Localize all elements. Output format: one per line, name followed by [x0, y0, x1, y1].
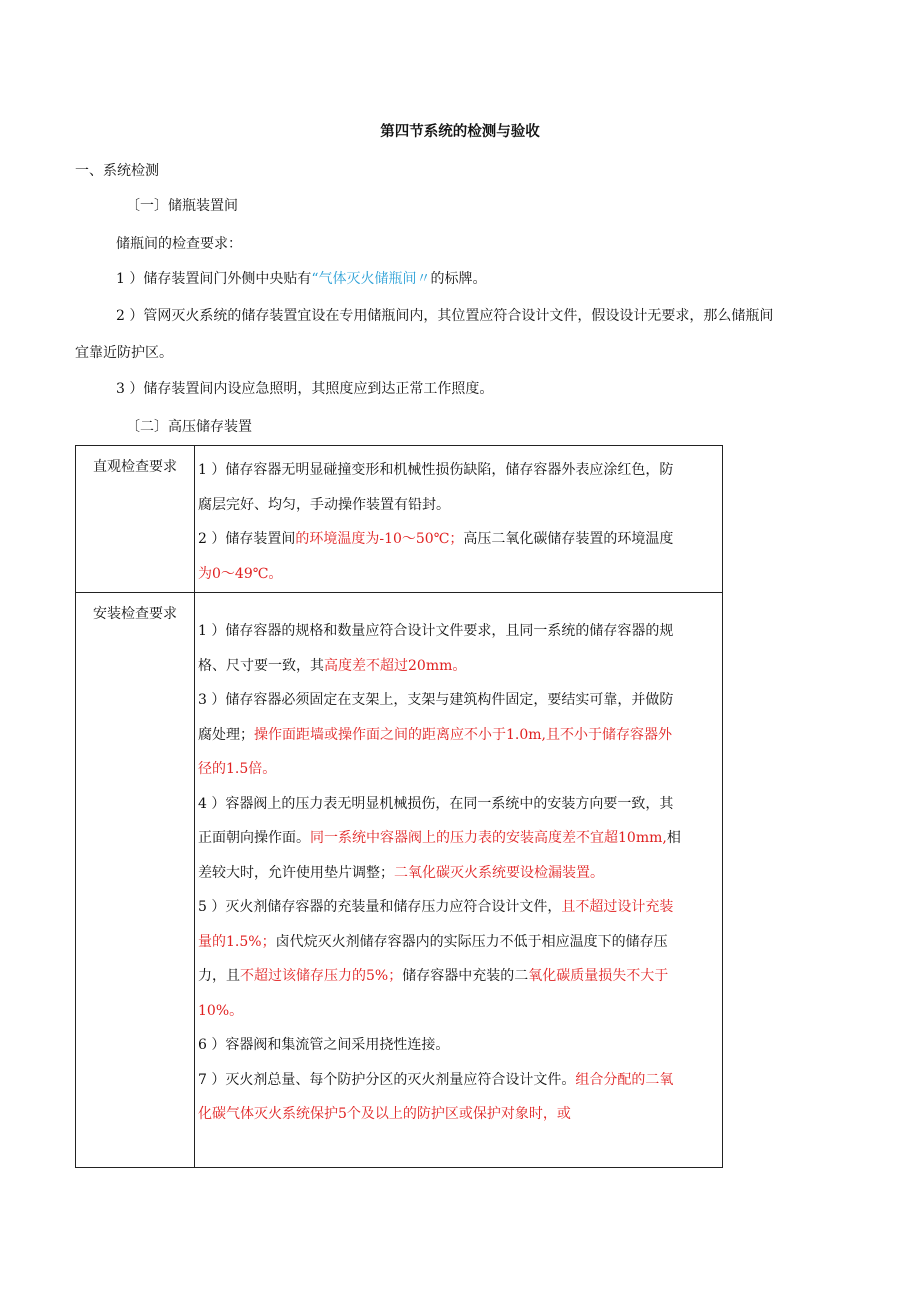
row-content-installation: 1 ）储存容器的规格和数量应符合设计文件要求，且同一系统的储存容器的规 格、尺寸要一致，其高度差不超过20mm。 3 ）储存容器必须固定在支架上，支架与建筑构件固定，要结实可靠，并做防 腐处理；操作面距墙或操作面之间的距离应不小于1.0m,且不小于储存容器外 径的1.5倍。 4 ）容器阀上的压力表无明显机械损伤，在同一系统中的安装方向要一致，其 正面朝向操作面。同一系统中容器阀上的压力表的安装高度差不宜超10mm,相 差较大时，允许使用垫片调整；二氧化碳灭火系统要设检漏装置。 5 ）灭火剂储存容器的充装量和储存压力应符合设计文件，且不超过设计充装 量的1.5%；卤代烷灭火剂储存容器内的实际压力不低于相应温度下的储存压 力，且不超过该储存压力的5%；储存容器中充装的二氧化碳质量损失不大于 10%。 6 ）容器阀和集流管之间采用挠性连接。 7 ）灭火剂总量、每个防护分区的灭火剂量应符合设计文件。组合分配的二氧 化碳气体灭火系统保护5个及以上的防护区或保护对象时，或 [195, 593, 723, 1168]
item-3: 3 ）储存装置间内设应急照明，其照度应到达正常工作照度。 [116, 381, 494, 397]
subsection-heading-storage-room: 〔一〕储瓶装置间 [126, 198, 238, 214]
row-content-visual: 1 ）储存容器无明显碰撞变形和机械性损伤缺陷，储存容器外表应涂红色，防 腐层完好、均匀，手动操作装置有铅封。 2 ）储存装置间的环境温度为-10～50℃；高压二氧化碳储存装置的环境温度 为0～49℃。 [195, 446, 723, 593]
item-2-line-1: 2 ）管网灭火系统的储存装置宜设在专用储瓶间内，其位置应符合设计文件，假设设计无要求，那么储瓶间 [116, 308, 774, 324]
table-row [76, 593, 723, 1168]
intro-text: 储瓶间的检查要求： [116, 236, 242, 252]
row-label-visual: 直观检查要求 [76, 446, 195, 593]
item-1: 1 ）储存装置间门外侧中央贴有“气体灭火储瓶间〃的标牌。 [116, 271, 487, 287]
subsection-heading-high-pressure: 〔二〕高压储存装置 [126, 419, 252, 435]
inspection-table [75, 445, 723, 1168]
page-title: 第四节系统的检测与验收 [380, 123, 540, 140]
row-label-installation: 安装检查要求 [76, 593, 195, 1168]
table-row [76, 446, 723, 593]
section-heading: 一、系统检测 [75, 163, 159, 179]
item-2-line-2: 宜靠近防护区。 [75, 345, 173, 361]
